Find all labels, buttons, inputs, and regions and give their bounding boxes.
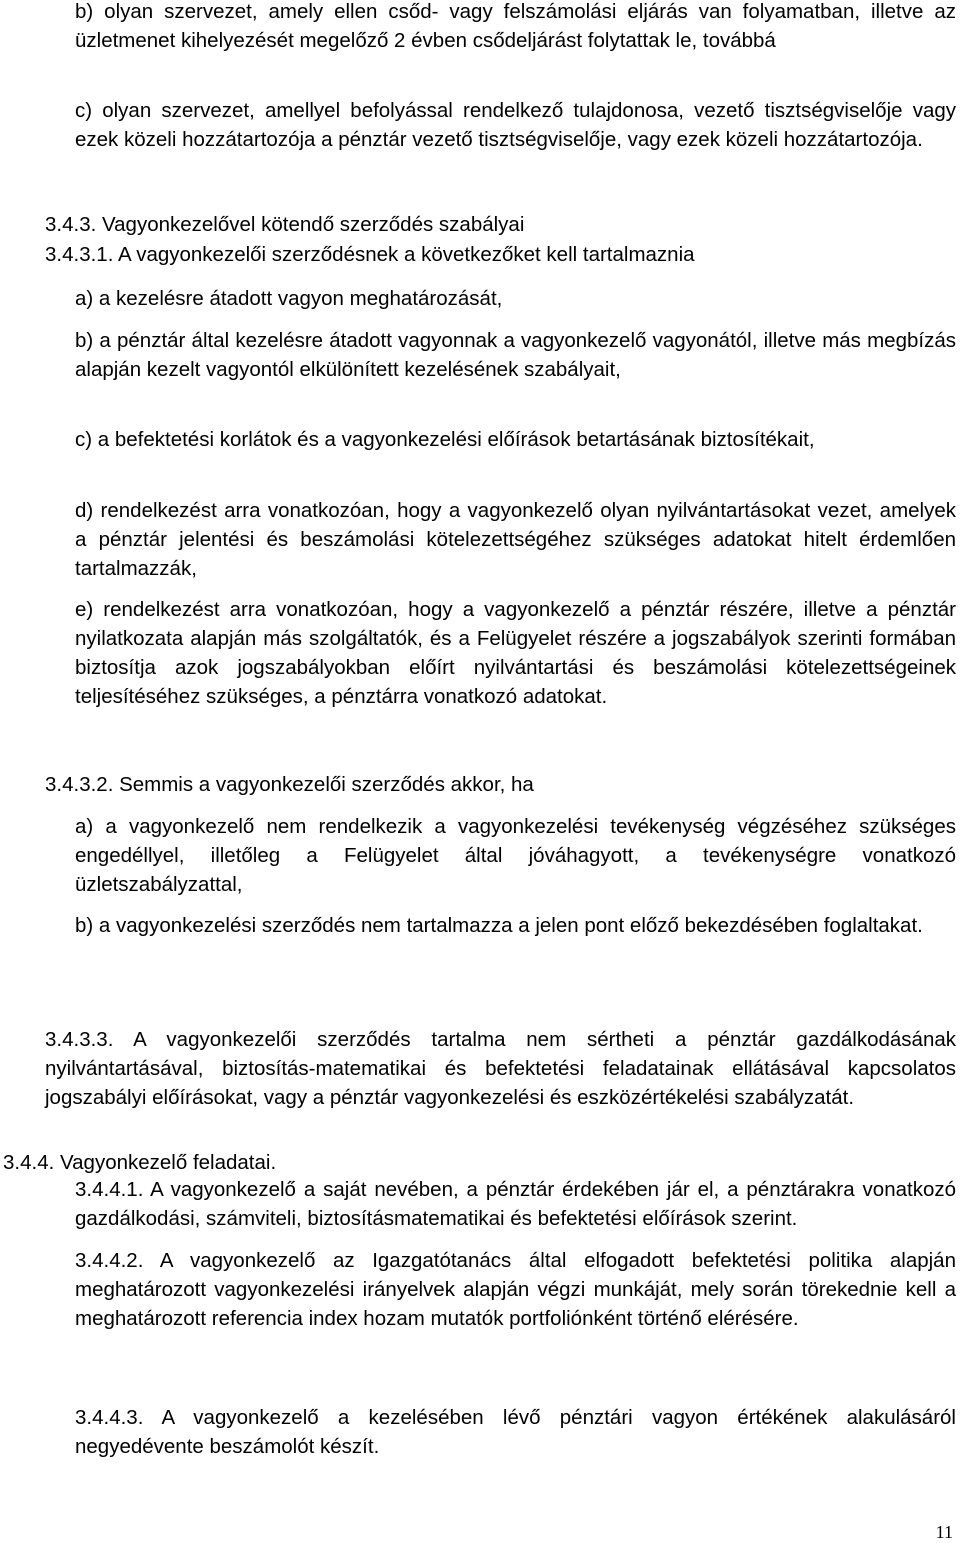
section-heading-3-4-3-1: 3.4.3.1. A vagyonkezelői szerződésnek a következőket kell tartalmaznia (45, 243, 695, 266)
item-d: d) rendelkezést arra vonatkozóan, hogy a vagyonkezelő olyan nyilvántartásokat vezet, amelyek a pénztár jelentési és beszámolási kötelezettségéhez szükséges adatokat hitelt érdemlően tartalmazzák, (75, 499, 956, 580)
section-heading-3-4-3: 3.4.3. Vagyonkezelővel kötendő szerződés szabályai (45, 213, 525, 236)
item-a: a) a kezelésre átadott vagyon meghatározását, (75, 287, 503, 310)
void-item-b: b) a vagyonkezelési szerződés nem tartalmazza a jelen pont előző bekezdésében foglaltakat. (75, 914, 923, 937)
paragraph-3-4-4-1: 3.4.4.1. A vagyonkezelő a saját nevében, a pénztár érdekében jár el, a pénztárakra vonatkozó gazdálkodási, számviteli, biztosításmatematikai és befektetési előírások szerint. (75, 1178, 956, 1230)
paragraph-3-4-3-3: 3.4.3.3. A vagyonkezelői szerződés tartalma nem sértheti a pénztár gazdálkodásának nyilvántartásával, biztosítás-matematikai és befektetési feladatainak ellátásával kapcsolatos jogszabályi előírásokat, vagy a pénztár vagyonkezelési és eszközértékelési szabályzatát. (45, 1028, 956, 1109)
paragraph-3-4-4-3: 3.4.4.3. A vagyonkezelő a kezelésében lévő pénztári vagyon értékének alakulásáról negyedévente beszámolót készít. (75, 1406, 956, 1458)
section-heading-3-4-3-2: 3.4.3.2. Semmis a vagyonkezelői szerződés akkor, ha (45, 773, 534, 796)
item-b: b) a pénztár által kezelésre átadott vagyonnak a vagyonkezelő vagyonától, illetve más megbízás alapján kezelt vagyontól elkülönített kezelésének szabályait, (75, 329, 956, 381)
page-number: 11 (935, 1522, 953, 1542)
void-item-a: a) a vagyonkezelő nem rendelkezik a vagyonkezelési tevékenység végzéséhez szükséges engedéllyel, illetőleg a Felügyelet által jóváhagyott, a tevékenységre vonatkozó üzletszabályzattal, (75, 815, 956, 896)
section-heading-3-4-4: 3.4.4. Vagyonkezelő feladatai. (3, 1151, 277, 1174)
paragraph-b: b) olyan szervezet, amely ellen csőd- vagy felszámolási eljárás van folyamatban, illetve az üzletmenet kihelyezését megelőző 2 évben csődeljárást folytattak le, továbbá (75, 0, 956, 52)
item-c: c) a befektetési korlátok és a vagyonkezelési előírások betartásának biztosítékait, (75, 428, 815, 451)
item-e: e) rendelkezést arra vonatkozóan, hogy a vagyonkezelő a pénztár részére, illetve a pénztár nyilatkozata alapján más szolgáltatók, és a Felügyelet részére a jogszabályok szerinti formában biztosítja azok jogszabályokban előírt nyilvántartási és beszámolási kötelezettségeinek teljesítéséhez szükséges, a pénztárra vonatkozó adatokat. (75, 598, 956, 708)
paragraph-c: c) olyan szervezet, amellyel befolyással rendelkező tulajdonosa, vezető tisztségviselője vagy ezek közeli hozzátartozója a pénztár vezető tisztségviselője, vagy ezek közeli hozzátartozója. (75, 99, 956, 151)
paragraph-3-4-4-2: 3.4.4.2. A vagyonkezelő az Igazgatótanács által elfogadott befektetési politika alapján meghatározott vagyonkezelési irányelvek alapján végzi munkáját, mely során törekednie kell a meghatározott referencia index hozam mutatók portfoliónként történő elérésére. (75, 1249, 956, 1330)
